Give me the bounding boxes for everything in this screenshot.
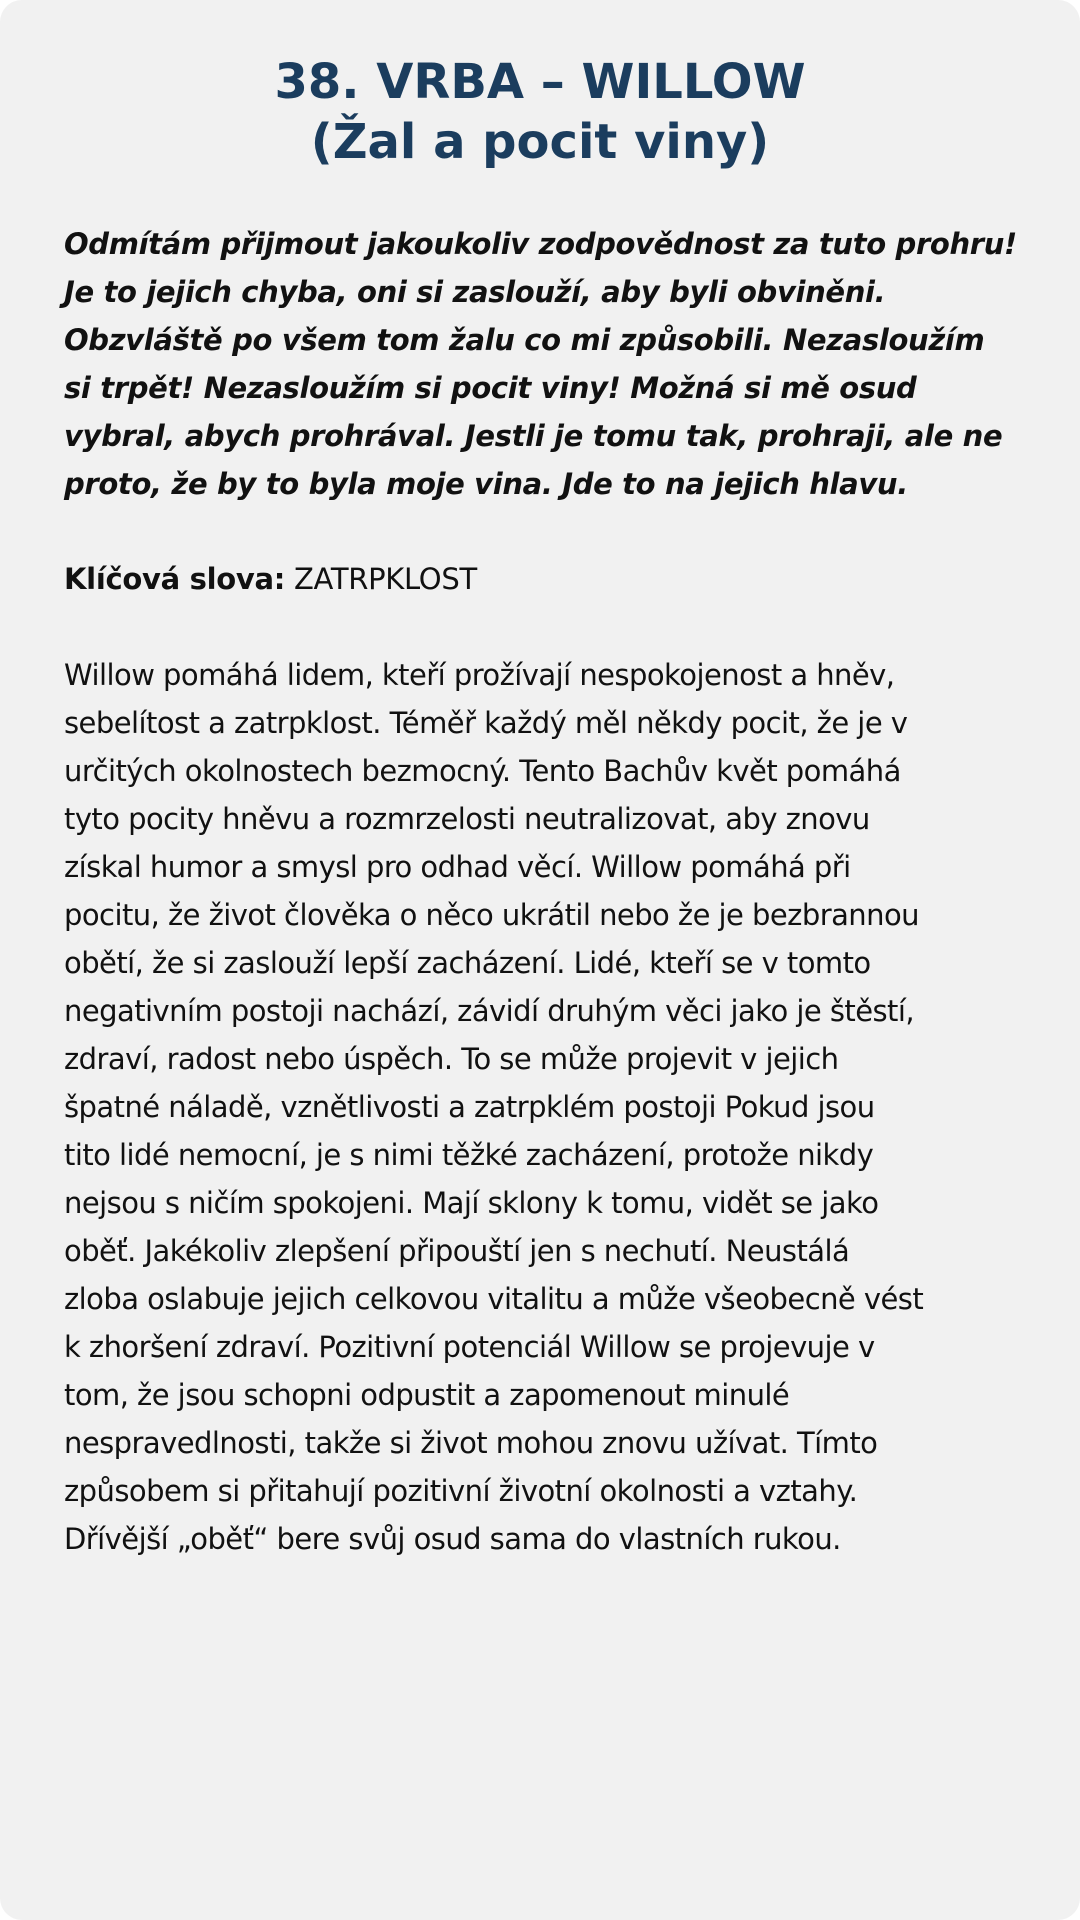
body-line: nespravedlnosti, takže si život mohou znovu užívat. Tímto xyxy=(64,1426,878,1460)
body-line: špatné náladě, vznětlivosti a zatrpklém postoji Pokud jsou xyxy=(64,1090,875,1124)
quote-line: si trpět! Nezasloužím si pocit viny! Možná si mě osud xyxy=(64,371,917,405)
body-line: nejsou s ničím spokojeni. Mají sklony k tomu, vidět se jako xyxy=(64,1186,879,1220)
body-line: získal humor a smysl pro odhad věcí. Willow pomáhá při xyxy=(64,850,851,884)
body-line: oběť. Jakékoliv zlepšení připouští jen s nechutí. Neustálá xyxy=(64,1234,850,1268)
quote-line: Odmítám přijmout jakoukoliv zodpovědnost za tuto prohru! xyxy=(64,227,1017,261)
quote-paragraph xyxy=(64,220,1016,508)
title-line-2: (Žal a pocit viny) xyxy=(310,114,770,170)
keywords-label: Klíčová slova: xyxy=(64,562,286,596)
body-line: způsobem si přitahují pozitivní životní okolnosti a vztahy. xyxy=(64,1474,858,1508)
quote-line: vybral, abych prohrával. Jestli je tomu tak, prohraji, ale ne xyxy=(64,419,1003,453)
body-line: zdraví, radost nebo úspěch. To se může projevit v jejich xyxy=(64,1042,839,1076)
body-line: tom, že jsou schopni odpustit a zapomenout minulé xyxy=(64,1378,790,1412)
quote-line: Je to jejich chyba, oni si zaslouží, aby byli obviněni. xyxy=(64,275,886,309)
description-paragraph xyxy=(64,651,1016,1563)
keywords-value: ZATRPKLOST xyxy=(285,562,477,596)
body-line: pocitu, že život člověka o něco ukrátil nebo že je bezbrannou xyxy=(64,898,919,932)
body-line: tito lidé nemocní, je s nimi těžké zacházení, protože nikdy xyxy=(64,1138,874,1172)
body-line: tyto pocity hněvu a rozmrzelosti neutralizovat, aby znovu xyxy=(64,802,870,836)
page-title xyxy=(64,52,1016,172)
body-line: zloba oslabuje jejich celkovou vitalitu a může všeobecně vést xyxy=(64,1282,924,1316)
body-line: Dřívější „oběť“ bere svůj osud sama do vlastních rukou. xyxy=(64,1522,841,1556)
quote-line: Obzvláště po všem tom žalu co mi způsobili. Nezasloužím xyxy=(64,323,985,357)
body-line: určitých okolnostech bezmocný. Tento Bachův květ pomáhá xyxy=(64,754,901,788)
body-line: k zhoršení zdraví. Pozitivní potenciál Willow se projevuje v xyxy=(64,1330,875,1364)
body-line: negativním postoji nachází, závidí druhým věci jako je štěstí, xyxy=(64,994,915,1028)
body-line: obětí, že si zaslouží lepší zacházení. Lidé, kteří se v tomto xyxy=(64,946,871,980)
title-line-1: 38. VRBA – WILLOW xyxy=(274,54,806,110)
body-line: sebelítost a zatrpklost. Téměř každý měl někdy pocit, že je v xyxy=(64,706,908,740)
keywords-row xyxy=(64,555,1016,603)
body-line: Willow pomáhá lidem, kteří prožívají nespokojenost a hněv, xyxy=(64,658,895,692)
quote-line: proto, že by to byla moje vina. Jde to na jejich hlavu. xyxy=(64,467,908,501)
